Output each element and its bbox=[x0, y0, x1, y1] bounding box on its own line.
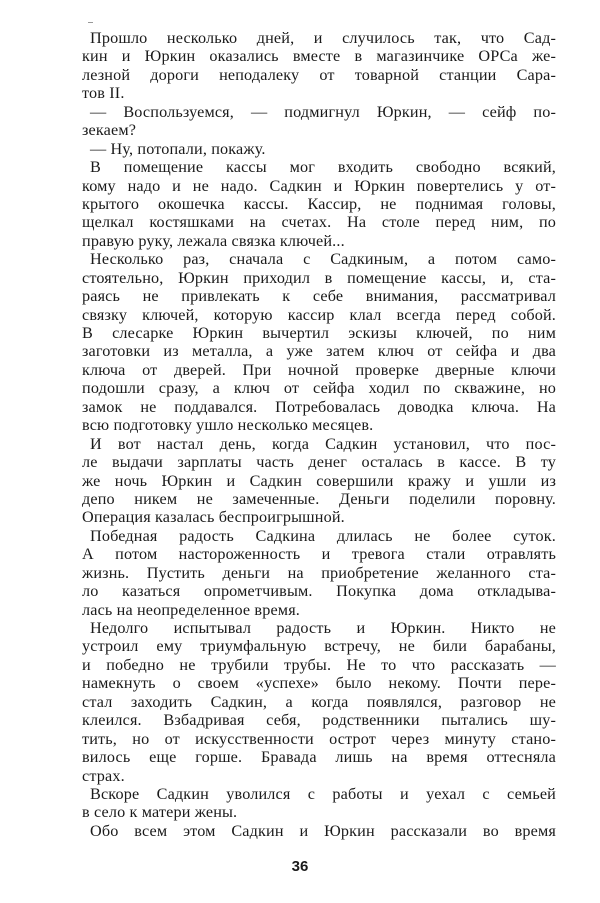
text-line: ле выдачи зарплаты часть денег осталась в кассе. В ту bbox=[82, 453, 556, 472]
text-line: — Воспользуемся, — подмигнул Юркин, — сейф по- bbox=[90, 102, 556, 121]
text-line: И вот настал день, когда Садкин установил, что пос- bbox=[90, 434, 556, 453]
body-text bbox=[82, 29, 556, 840]
text-line: депо никем не замеченные. Деньги поделили поровну. bbox=[82, 489, 556, 508]
scan-speck bbox=[88, 22, 93, 23]
text-line: лезной дороги неподалеку от товарной станции Сара- bbox=[82, 65, 556, 84]
text-line: вилось еще горше. Бравада лишь на время оттесняла bbox=[82, 748, 556, 767]
text-line: Операция казалась беспроигрышной. bbox=[82, 508, 345, 527]
text-line: зекаем? bbox=[82, 121, 137, 140]
paragraph bbox=[82, 785, 556, 822]
text-line: в село к матери жены. bbox=[82, 803, 238, 822]
text-line: связку ключей, которую кассир клал всегда перед собой. bbox=[82, 305, 556, 324]
text-line: крытого окошечка кассы. Кассир, не поднимая головы, bbox=[82, 194, 556, 213]
text-line: жизнь. Пустить деньги на приобретение желанного ста- bbox=[82, 563, 556, 582]
text-line: страх. bbox=[82, 766, 125, 785]
text-line: Вскоре Садкин уволился с работы и уехал с семьей bbox=[90, 784, 556, 803]
text-line: раясь не привлекать к себе внимания, рассматривал bbox=[82, 287, 556, 306]
text-line: В помещение кассы мог входить свободно всякий, bbox=[90, 158, 556, 177]
text-line: щелкал костяшками на счетах. На столе перед ним, по bbox=[82, 213, 556, 232]
text-line: Обо всем этом Садкин и Юркин рассказали во время bbox=[90, 821, 556, 840]
text-line: А потом настороженность и тревога стали отравлять bbox=[82, 545, 556, 564]
text-line: подошли сразу, а ключ от сейфа ходил по скважине, но bbox=[82, 379, 556, 398]
text-line: замок не поддавался. Потребовалась доводка ключа. На bbox=[82, 397, 556, 416]
paragraph bbox=[82, 158, 556, 250]
text-line: тить, но от искусственности острот через минуту стано- bbox=[82, 729, 556, 748]
paragraph bbox=[82, 619, 556, 785]
paragraph bbox=[82, 527, 556, 619]
text-line: Прошло несколько дней, и случилось так, что Сад- bbox=[90, 29, 556, 47]
text-line: кин и Юркин оказались вместе в магазинчике ОРСа же- bbox=[82, 47, 556, 66]
text-line: правую руку, лежала связка ключей... bbox=[82, 231, 345, 250]
text-line: ло казаться опрометчивым. Покупка дома откладыва- bbox=[82, 582, 556, 601]
text-line: же ночь Юркин и Садкин совершили кражу и ушли из bbox=[82, 471, 556, 490]
text-line: и победно не трубили трубы. Не то что рассказать — bbox=[82, 655, 556, 674]
text-line: Недолго испытывал радость и Юркин. Никто не bbox=[90, 619, 556, 637]
text-line: В слесарке Юркин вычертил эскизы ключей, по ним bbox=[82, 324, 556, 342]
text-line: тов II. bbox=[82, 84, 125, 103]
text-line: ключа от дверей. При ночной проверке дверные ключи bbox=[82, 360, 556, 379]
paragraph bbox=[82, 140, 556, 158]
text-line: намекнуть о своем «успехе» было некому. Почти пере- bbox=[82, 674, 556, 693]
text-line: стал заходить Садкин, а когда появлялся, разговор не bbox=[82, 692, 556, 711]
text-line: заготовки из металла, а уже затем ключ от сейфа и два bbox=[82, 342, 556, 361]
text-line: стоятельно, Юркин приходил в помещение кассы, и, ста- bbox=[82, 268, 556, 287]
text-line: Победная радость Садкина длилась не более суток. bbox=[90, 526, 556, 545]
paragraph bbox=[82, 250, 556, 434]
page-number: 36 bbox=[291, 858, 309, 875]
text-line: лась на неопределенное время. bbox=[82, 600, 300, 619]
text-line: устроил ему триумфальную встречу, не били барабаны, bbox=[82, 637, 556, 656]
text-line: клеился. Взбадривая себя, родственники пытались шу- bbox=[82, 711, 556, 730]
text-line: всю подготовку ушло несколько месяцев. bbox=[82, 416, 374, 435]
paragraph bbox=[82, 822, 556, 840]
text-line: — Ну, потопали, покажу. bbox=[90, 139, 266, 158]
paragraph bbox=[82, 103, 556, 140]
paragraph bbox=[82, 435, 556, 527]
text-line: кому надо и не надо. Садкин и Юркин повертелись у от- bbox=[82, 176, 556, 195]
text-line: Несколько раз, сначала с Садкиным, а потом само- bbox=[90, 250, 556, 269]
paragraph bbox=[82, 29, 556, 103]
